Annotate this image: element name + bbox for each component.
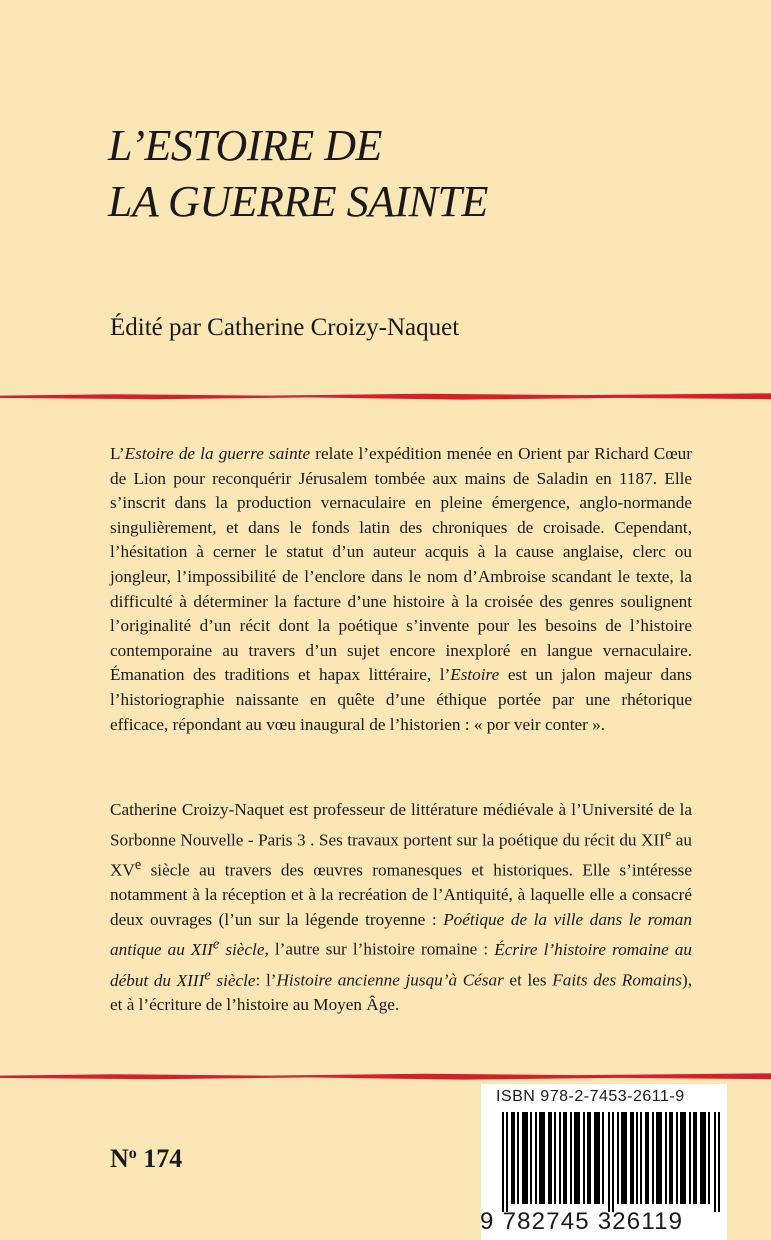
- series-number-value: 174: [143, 1144, 183, 1173]
- red-divider-bottom: [0, 1072, 771, 1081]
- bio-work-2-text: Écrire l’histoire romaine au début du XIII: [110, 940, 692, 990]
- bio-work-1-text: Poétique de la ville dans le roman antique au XII: [110, 909, 692, 960]
- bio-text-7: ), et à l’écriture de l’histoire au Moyen Âge.: [110, 970, 692, 1015]
- book-title: [108, 118, 488, 230]
- summary-prefix: L’: [110, 444, 125, 463]
- bio-work-2-sup: e: [204, 966, 211, 983]
- bio-work-3: Histoire ancienne jusqu’à César: [276, 970, 504, 990]
- summary-paragraph: [110, 442, 692, 737]
- summary-title: Estoire de la guerre sainte: [124, 444, 311, 463]
- summary-estoire: Estoire: [450, 665, 500, 685]
- bio-text-4: , l’autre sur l’histoire romaine :: [264, 940, 495, 960]
- bio-work-1-end: siècle: [219, 940, 265, 960]
- title-line-1: L’ESTOIRE DE: [108, 121, 382, 170]
- summary-text-2: est un jalon majeur dans l’historiographie naissante en quête d’une éthique portée par une rhétorique efficace, répondant au vœu inaugural de l’historien : « por veir conter ».: [110, 665, 692, 734]
- ean-first-digit: 9: [480, 1208, 495, 1235]
- red-divider-top: [0, 392, 771, 401]
- ean-digits: [480, 1208, 683, 1236]
- isbn-label: ISBN 978-2-7453-2611-9: [496, 1088, 685, 1105]
- editor-credit: Édité par Catherine Croizy-Naquet: [110, 314, 460, 341]
- bio-sup-1: e: [664, 826, 672, 843]
- barcode-image: [502, 1112, 724, 1212]
- bio-sup-2: e: [134, 856, 142, 873]
- series-number-prefix: N: [110, 1144, 129, 1173]
- ean-rest-digits: 782745 326119: [502, 1208, 684, 1235]
- summary-text-1: relate l’expédition menée en Orient par Richard Cœur de Lion pour reconquérir Jérusalem tombée aux mains de Saladin en 1187. Elle s’inscrit dans la production vernaculaire en pleine émergence, anglo-normande singulièrement, et dans le fonds latin des chroniques de croisade. Cependant, l’hésitation à cerner le statut d’un auteur acquis à la cause anglaise, clerc ou jongleur, l’impossibilité de l’enclore dans le nom d’Ambroise scandant le texte, la difficulté à déterminer la facture d’une histoire à la croisée des genres soulignent l’originalité d’un récit dont la poétique s’invente pour les besoins de l’histoire contemporaine au travers d’un sujet encore inexploré en langue vernaculaire. Émanation des traditions et hapax littéraire, l’: [110, 444, 692, 685]
- bio-text-2: au XV: [110, 830, 692, 880]
- bio-text-6: et les: [503, 970, 553, 990]
- bio-work-2-end: siècle: [210, 970, 256, 990]
- bio-work-4: Faits des Romains: [552, 970, 682, 990]
- series-number-sup: o: [128, 1145, 137, 1162]
- title-line-2: LA GUERRE SAINTE: [108, 177, 488, 226]
- bio-work-1-sup: e: [212, 936, 220, 953]
- series-number: [110, 1144, 182, 1174]
- author-bio-paragraph: [110, 798, 692, 1018]
- bio-text-5: : l’: [255, 970, 277, 990]
- bio-text-3: siècle au travers des œuvres romanesques et historiques. Elle s’intéresse notamment à la réception et à la recréation de l’Antiquité, à laquelle elle a consacré deux ouvrages (l’un sur la légende troyenne :: [110, 860, 692, 929]
- bio-text-1: Catherine Croizy-Naquet est professeur de littérature médiévale à l’Université de la Sorbonne Nouvelle - Paris 3 . Ses travaux portent sur la poétique du récit du XII: [110, 800, 692, 850]
